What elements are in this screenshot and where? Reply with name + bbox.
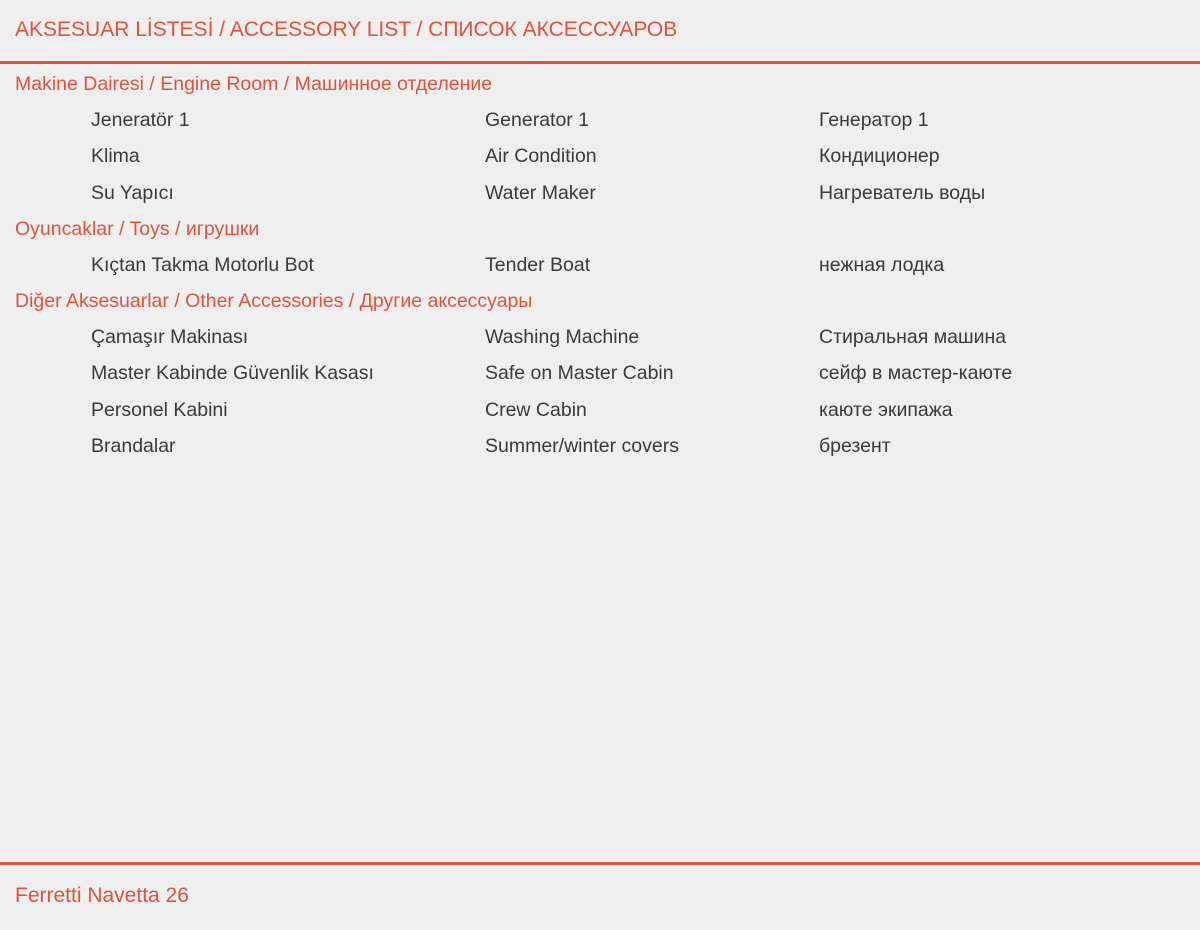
item-english: Generator 1 (485, 109, 590, 131)
item-english: Air Condition (485, 145, 597, 168)
item-turkish: Brandalar (91, 435, 176, 458)
page-header (0, 0, 1200, 64)
item-russian: брезент (819, 435, 891, 458)
item-english: Washing Machine (485, 326, 640, 349)
item-russian: Генератор 1 (819, 109, 929, 131)
item-english: Crew Cabin (485, 398, 587, 421)
item-russian: Стиральная машина (819, 326, 1007, 349)
section-title: Diğer Aksesuarlar / Other Accessories / Другие аксессуары (15, 290, 533, 313)
item-russian: нежная лодка (819, 253, 945, 276)
item-english: Summer/winter covers (485, 435, 679, 458)
list-row (0, 428, 1200, 464)
section-toys (0, 211, 1200, 283)
section-engine-room (0, 66, 1200, 211)
page-footer (0, 862, 1200, 930)
item-english: Safe on Master Cabin (485, 362, 674, 385)
item-russian: Нагреватель воды (819, 181, 986, 204)
item-russian: каюте экипажа (819, 398, 953, 421)
item-turkish: Klima (91, 145, 140, 168)
list-row (0, 102, 1200, 138)
item-turkish: Master Kabinde Güvenlik Kasası (91, 362, 374, 385)
list-row (0, 319, 1200, 355)
section-title: Makine Dairesi / Engine Room / Машинное отделение (15, 73, 493, 95)
list-row (0, 175, 1200, 211)
page-title: AKSESUAR LİSTESİ / ACCESSORY LIST / СПИСОК АКСЕССУАРОВ (15, 18, 678, 41)
item-english: Water Maker (485, 181, 596, 204)
list-row (0, 392, 1200, 428)
item-turkish: Su Yapıcı (91, 181, 174, 204)
list-row (0, 247, 1200, 283)
item-turkish: Personel Kabini (91, 398, 228, 421)
item-turkish: Jeneratör 1 (91, 109, 190, 131)
item-russian: Кондиционер (819, 145, 940, 168)
item-turkish: Çamaşır Makinası (91, 326, 249, 349)
footer-title: Ferretti Navetta 26 (15, 884, 189, 907)
item-russian: сейф в мастер-каюте (819, 362, 1013, 385)
list-row (0, 355, 1200, 391)
section-other-accessories (0, 283, 1200, 464)
item-english: Tender Boat (485, 253, 591, 276)
accessory-list (0, 66, 1200, 464)
section-title: Oyuncaklar / Toys / игрушки (15, 217, 260, 240)
item-turkish: Kıçtan Takma Motorlu Bot (91, 253, 314, 276)
list-row (0, 138, 1200, 174)
